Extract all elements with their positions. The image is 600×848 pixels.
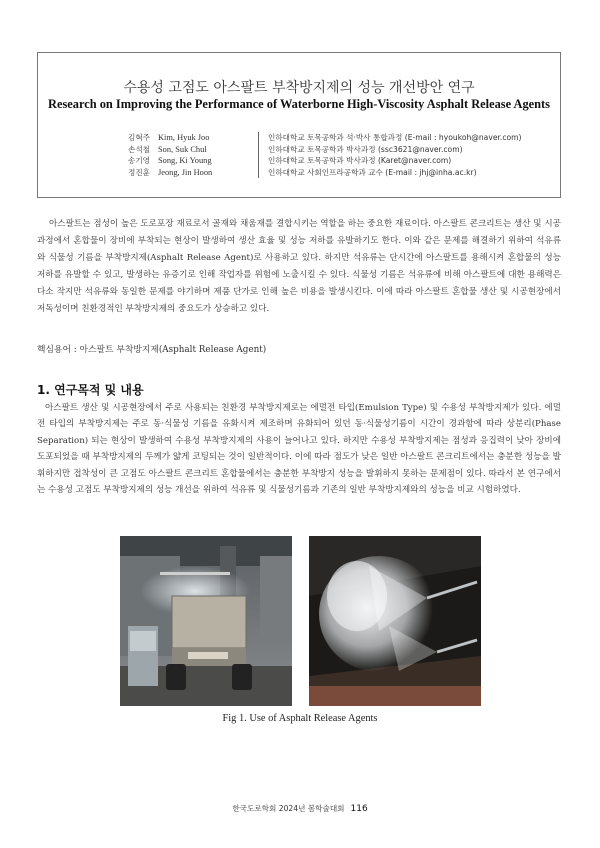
author-divider — [258, 167, 259, 179]
author-affiliation: 인하대학교 토목공학과 박사과정 (ssc3621@naver.com) — [268, 144, 463, 154]
author-name-korean: 김혁주 — [128, 133, 151, 142]
section-title: 1. 연구목적 및 내용 — [37, 383, 144, 397]
author-name-english: Kim, Hyuk Joo — [158, 133, 210, 142]
author-divider — [258, 132, 259, 144]
author-row — [88, 155, 538, 167]
author-row — [88, 167, 538, 179]
section-body-text: 아스팔트 생산 및 시공현장에서 주로 사용되는 친환경 부착방지제로는 에멀전 타입(Emulsion Type) 및 수용성 부착방지제가 있다. 에멀전 타입의 부착방지제는 주로 동·식물성 기름을 유화시켜 제조하며 유화되어 있던 동·식물성기름이 시간이 경과함에 따라 상분리(Phase Separation) 되는 현상이 발생하여 수용성 부착방지제의 사용이 늘어나고 있다. 하지만 수용성 부착방지제는 점성과 응집력이 낮아 장비에 도포되었을 때 부착방지제의 두께가 얇게 코팅되는 것이 일반적이다. 이에 따라 점도가 낮은 일반 아스팔트 콘크리트에서는 충분한 성능을 발휘하지만 접착성이 큰 고점도 아스팔트 콘크리트 혼합물에서는 충분한 부착방지 성능을 발휘하지 못하는 문제점이 있다. 따라서 본 연구에서는 수용성 고점도 부착방지제의 성능 개선을 위하여 석유류 및 식물성기름과 기존의 일반 부착방지제와의 성능을 비교 시험하였다. — [37, 403, 561, 496]
author-divider — [258, 155, 259, 167]
author-name-english: Jeong, Jin Hoon — [158, 167, 213, 177]
paper-title-english: Research on Improving the Performance of Waterborne High-Viscosity Asphalt Release Agents — [48, 97, 550, 111]
author-affiliation: 인하대학교 토목공학과 석·박사 통합과정 (E-mail : hyoukoh@naver.com) — [268, 133, 522, 142]
page-number: 116 — [350, 804, 368, 814]
author-name-korean: 송기영 — [128, 156, 151, 165]
author-affiliation: 인하대학교 토목공학과 박사과정 (Karet@naver.com) — [268, 156, 452, 165]
title-box — [37, 52, 561, 198]
author-divider — [258, 144, 259, 156]
paper-title-korean: 수용성 고점도 아스팔트 부착방지제의 성능 개선방안 연구 — [123, 80, 475, 96]
figure-photo-truck-spraying — [120, 536, 292, 706]
figure-caption: Fig 1. Use of Asphalt Release Agents — [222, 713, 378, 724]
page-footer — [0, 803, 600, 814]
author-affiliation: 인하대학교 사회인프라공학과 교수 (E-mail : jhj@inha.ac.kr) — [268, 167, 477, 177]
author-name-english: Song, Ki Young — [158, 156, 212, 165]
author-name-korean: 손석철 — [128, 144, 151, 154]
author-name-english: Son, Suk Chul — [158, 144, 207, 154]
author-row — [88, 144, 538, 156]
author-name-korean: 정진훈 — [128, 167, 151, 177]
keywords: 핵심용어 : 아스팔트 부착방지제(Asphalt Release Agent) — [37, 345, 267, 355]
abstract-text: 아스팔트는 점성이 높은 도로포장 재료로서 골재와 채움재를 결합시키는 역할을 하는 중요한 재료이다. 아스팔트 콘크리트는 생산 및 시공 과정에서 혼합물이 장비에 부착되는 현상이 발생하여 생산 효율 및 성능 저하를 유발하기도 한다. 이와 같은 문제를 해결하기 위하여 석유류와 식물성 기름을 부착방지제(Asphalt Release Agent)로 사용하고 있다. 하지만 석유류는 단시간에 아스팔트를 용해시켜 혼합물의 성능 저하를 유발할 수 있고, 발생하는 유증기로 인해 작업자를 위험에 노출시킬 수 있다. 식물성 기름은 석유류에 비해 아스팔트에 대한 용해력은 다소 작지만 석유류와 동일한 문제를 야기하며 제품 단가로 인해 높은 비용을 발생시킨다. 이에 따라 아스팔트 혼합물 생산 및 시공현장에서 저독성이며 친환경적인 부착방지제의 중요도가 상승하고 있다. — [37, 219, 561, 314]
figure-photo-nozzle-spraying — [309, 536, 481, 706]
conference-name: 한국도로학회 2024년 봄학술대회 — [232, 804, 345, 813]
author-row — [88, 132, 538, 144]
author-list — [88, 132, 538, 178]
